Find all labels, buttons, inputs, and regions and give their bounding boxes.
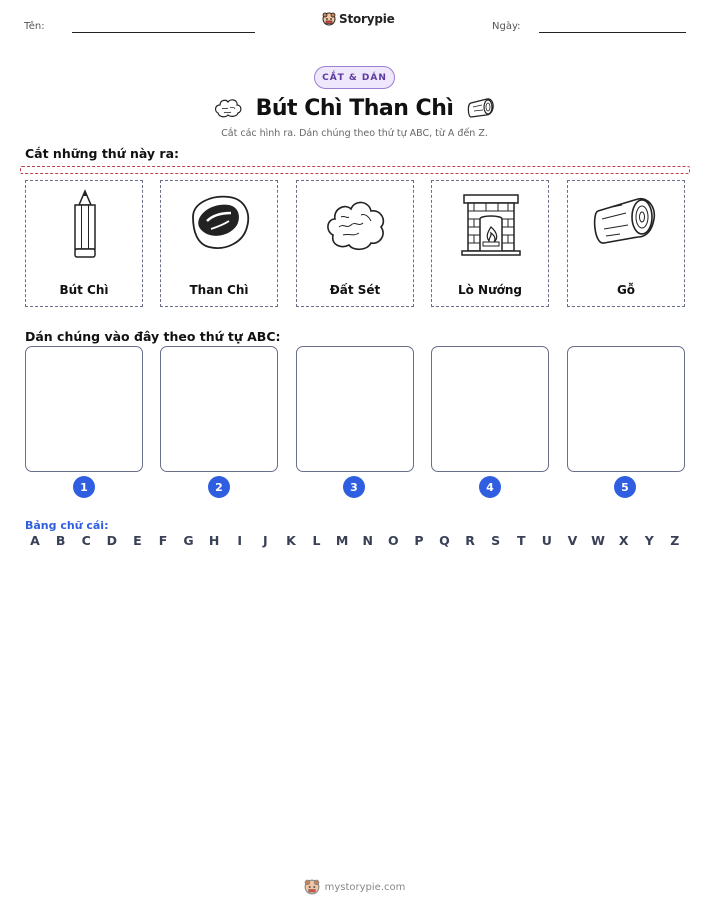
alphabet-letter: A [30,533,40,548]
alphabet-letter: Z [670,533,680,548]
paste-number-5: 5 [614,476,636,498]
alphabet-letter: V [567,533,578,548]
paste-box-2[interactable] [160,346,278,472]
log-icon [465,95,497,121]
cut-line [20,166,690,174]
activity-badge: CẮT & DÁN [314,66,395,89]
brand [322,12,395,26]
cut-card-label: Đất Sét [329,283,381,297]
alphabet-letter: J [263,533,268,548]
alphabet-letter: B [55,533,66,548]
alphabet-letter: S [491,533,501,548]
clay-icon [212,95,244,121]
storypie-logo-icon [322,12,336,26]
alphabet-letter: F [158,533,168,548]
alphabet-letter: G [183,533,194,548]
alphabet-letter: L [312,533,321,548]
footer-url[interactable]: mystorypie.com [324,881,406,893]
cut-card-graphite[interactable] [160,180,278,307]
alphabet-letter: P [414,533,424,548]
date-line[interactable] [539,32,686,33]
clay-icon [321,189,391,259]
name-line[interactable] [72,32,255,33]
paste-box-5[interactable] [567,346,685,472]
cut-card-label: Bút Chì [59,283,109,297]
alphabet-letter: K [286,533,296,548]
cut-heading: Cắt những thứ này ra: [25,146,180,161]
worksheet-header [0,0,709,50]
alphabet-letter: E [133,533,142,548]
alphabet-letter: Q [439,533,450,548]
cut-card-wood[interactable] [567,180,685,307]
page-title: Bút Chì Than Chì [255,95,454,121]
storypie-logo-icon [304,879,320,895]
cut-card-pencil[interactable] [25,180,143,307]
alphabet-letter: N [362,533,373,548]
paste-number-3: 3 [343,476,365,498]
cut-card-label: Lò Nướng [457,283,523,297]
name-label: Tên: [24,21,45,32]
alphabet-letter: C [81,533,91,548]
paste-number-1: 1 [73,476,95,498]
alphabet-letter: R [465,533,475,548]
cut-card-clay[interactable] [296,180,414,307]
alphabet-letter: X [618,533,629,548]
graphite-icon [185,189,255,259]
fireplace-icon [456,189,526,259]
alphabet-letter: M [335,533,349,548]
alphabet-letter: U [541,533,552,548]
paste-box-1[interactable] [25,346,143,472]
alphabet-letter: W [591,533,605,548]
alphabet-heading: Bảng chữ cái: [25,519,109,532]
title-row [0,92,709,124]
footer [0,879,709,895]
alphabet-letter: H [208,533,220,548]
log-icon [592,189,662,259]
paste-box-4[interactable] [431,346,549,472]
paste-number-2: 2 [208,476,230,498]
alphabet-letter: Y [644,533,654,548]
paste-number-4: 4 [479,476,501,498]
alphabet-letter: T [517,533,526,548]
alphabet-letter: I [237,533,243,548]
cut-card-label: Than Chì [189,283,249,297]
date-label: Ngày: [492,21,521,32]
alphabet-letter: D [106,533,117,548]
cut-card-fireplace[interactable] [431,180,549,307]
cut-card-label: Gỗ [616,283,636,297]
instructions: Cắt các hình ra. Dán chúng theo thứ tự ABC, từ A đến Z. [221,128,488,139]
alphabet-letter: O [387,533,399,548]
alphabet-row [25,533,685,548]
paste-heading: Dán chúng vào đây theo thứ tự ABC: [25,329,281,344]
paste-box-3[interactable] [296,346,414,472]
pencil-icon [50,189,120,259]
brand-name: Storypie [339,12,395,26]
